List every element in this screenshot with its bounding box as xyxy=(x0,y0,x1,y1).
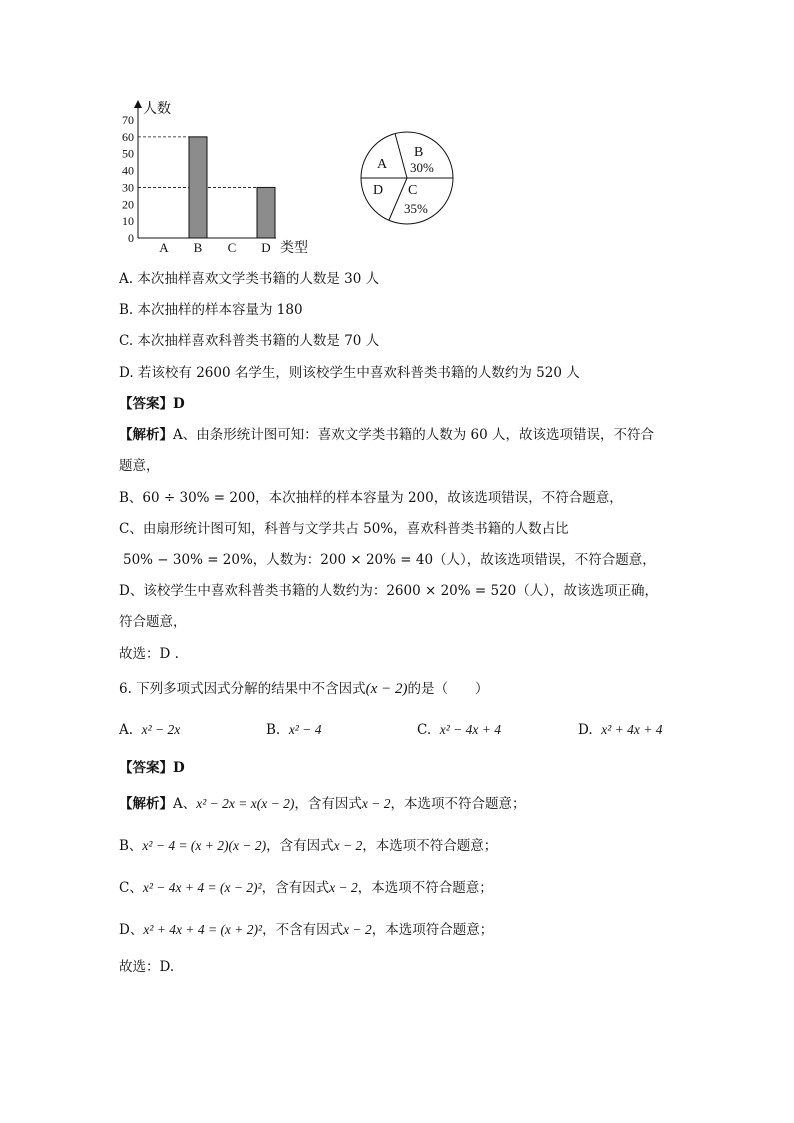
q6-option-d-label: D. xyxy=(578,722,593,738)
q5-option-a: A. 本次抽样喜欢文学类书籍的人数是 30 人 xyxy=(119,271,380,287)
q6-analysis-b-end: ，本选项不符合题意； xyxy=(362,838,498,854)
q6-option-a-expr: x² − 2x xyxy=(141,722,181,737)
q6-stem-factor: (x − 2) xyxy=(365,681,408,697)
y-tick-label: 40 xyxy=(122,163,134,178)
q6-analysis-c-factor: x − 2 xyxy=(329,880,358,895)
y-tick-label: 0 xyxy=(128,231,134,245)
q6-option-b-label: B. xyxy=(266,722,281,738)
q6-option-d-expr: x² + 4x + 4 xyxy=(601,722,663,737)
q6-analysis-c-prefix: C、 xyxy=(119,880,143,896)
q6-option-c-label: C. xyxy=(417,722,432,738)
q6-analysis-c xyxy=(119,879,493,897)
x-tick-label-a: A xyxy=(159,240,169,255)
y-tick-label: 70 xyxy=(122,113,134,127)
y-tick-label: 20 xyxy=(122,197,134,212)
q5-analysis-a xyxy=(119,426,654,444)
x-tick-label-d: D xyxy=(261,240,271,255)
x-axis-label: 类型 xyxy=(280,241,308,256)
x-tick-label-b: B xyxy=(193,240,203,255)
q5-analysis-c: C、由扇形统计图可知，科普与文学共占 50%，喜欢科普类书籍的人数占比 xyxy=(119,521,569,537)
pie-label-a: A xyxy=(377,157,388,172)
q6-option-c xyxy=(417,722,501,738)
pie-label-c: C xyxy=(408,183,418,198)
q6-analysis-a-math: x² − 2x = x(x − 2) xyxy=(196,796,295,811)
q6-analysis-a-end: ，本选项不符合题意； xyxy=(390,796,526,812)
q6-stem-tail: 的是（ ） xyxy=(407,681,489,697)
q5-option-c: C. 本次抽样喜欢科普类书籍的人数是 70 人 xyxy=(119,333,380,349)
pie-label-d: D xyxy=(373,183,384,198)
q5-analysis-d-cont: 符合题意， xyxy=(119,614,187,630)
q6-analysis-c-end: ，本选项不符合题意； xyxy=(357,880,493,896)
q6-analysis-b-factor: x − 2 xyxy=(333,838,363,853)
bar-chart xyxy=(110,98,310,258)
x-tick-label-c: C xyxy=(227,240,237,255)
pie-chart xyxy=(355,128,465,228)
y-axis-label: 人数 xyxy=(143,102,171,117)
q6-option-b xyxy=(266,722,321,738)
q6-analysis-b-math: x² − 4 = (x + 2)(x − 2) xyxy=(142,838,267,853)
y-axis-arrow xyxy=(134,100,142,108)
q5-analysis-c-cont: 50% − 30% = 20%，人数为：200 × 20% = 40（人），故该选项错误，不符合题意， xyxy=(123,552,656,568)
q6-analysis-a-factor: x − 2 xyxy=(361,796,391,811)
q6-analysis-c-math: x² − 4x + 4 = (x − 2)² xyxy=(142,880,262,895)
q5-analysis-d: D、该校学生中喜欢科普类书籍的人数约为：2600 × 20% = 520（人），故该选项正确， xyxy=(119,583,658,599)
q6-analysis-b xyxy=(119,837,497,855)
q6-analysis-d-prefix: D、 xyxy=(119,922,144,938)
pie-label-b: B xyxy=(414,145,424,160)
q6-option-b-expr: x² − 4 xyxy=(288,722,322,737)
q5-analysis-b: B、60 ÷ 30% = 200，本次抽样的样本容量为 200，故该选项错误，不符合题意， xyxy=(119,490,623,506)
q6-analysis-a-text: ，含有因式 xyxy=(294,796,362,812)
q6-analysis-d-end: ，本选项符合题意； xyxy=(371,922,494,938)
q5-option-b: B. 本次抽样的样本容量为 180 xyxy=(119,302,303,318)
q6-option-a-label: A. xyxy=(119,722,134,738)
q5-analysis-a-text: A、由条形统计图可知：喜欢文学类书籍的人数为 60 人，故该选项错误，不符合 xyxy=(173,427,655,443)
q5-option-d: D. 若该校有 2600 名学生，则该校学生中喜欢科普类书籍的人数约为 520 人 xyxy=(119,365,580,381)
y-tick-label: 10 xyxy=(122,214,134,229)
q6-analysis-tag: 【解析】 xyxy=(119,796,173,812)
y-tick-label: 30 xyxy=(122,180,134,195)
q6-analysis-a-prefix: A、 xyxy=(173,796,197,812)
q5-answer: 【答案】D xyxy=(119,396,185,412)
q6-analysis-b-text: ，含有因式 xyxy=(266,838,334,854)
q6-analysis-a xyxy=(119,795,525,813)
q6-analysis-d-text: ，不含有因式 xyxy=(262,922,344,938)
q6-option-d xyxy=(578,722,663,738)
q6-analysis-d-math: x² + 4x + 4 = (x + 2)² xyxy=(143,922,263,937)
q5-choose: 故选：D . xyxy=(119,646,179,662)
q5-analysis-tag: 【解析】 xyxy=(119,427,173,443)
q6-stem-text: 6. 下列多项式因式分解的结果中不含因式 xyxy=(119,681,366,697)
y-tick-label: 50 xyxy=(122,146,134,161)
q6-analysis-d xyxy=(119,921,493,939)
y-tick-label: 60 xyxy=(122,129,134,144)
q6-analysis-b-prefix: B、 xyxy=(119,838,143,854)
bar-b xyxy=(189,137,207,238)
q6-answer: 【答案】D xyxy=(119,760,185,776)
q6-analysis-d-factor: x − 2 xyxy=(343,922,372,937)
bar-d xyxy=(257,187,275,238)
pie-label-b-pct: 30% xyxy=(410,160,434,175)
q6-option-c-expr: x² − 4x + 4 xyxy=(439,722,501,737)
pie-label-c-pct: 35% xyxy=(404,201,428,216)
q6-stem xyxy=(119,680,488,698)
q6-analysis-c-text: ，含有因式 xyxy=(261,880,330,896)
q6-option-a xyxy=(119,722,180,738)
q5-analysis-a-cont: 题意， xyxy=(119,458,160,474)
q6-choose: 故选：D. xyxy=(119,959,175,975)
